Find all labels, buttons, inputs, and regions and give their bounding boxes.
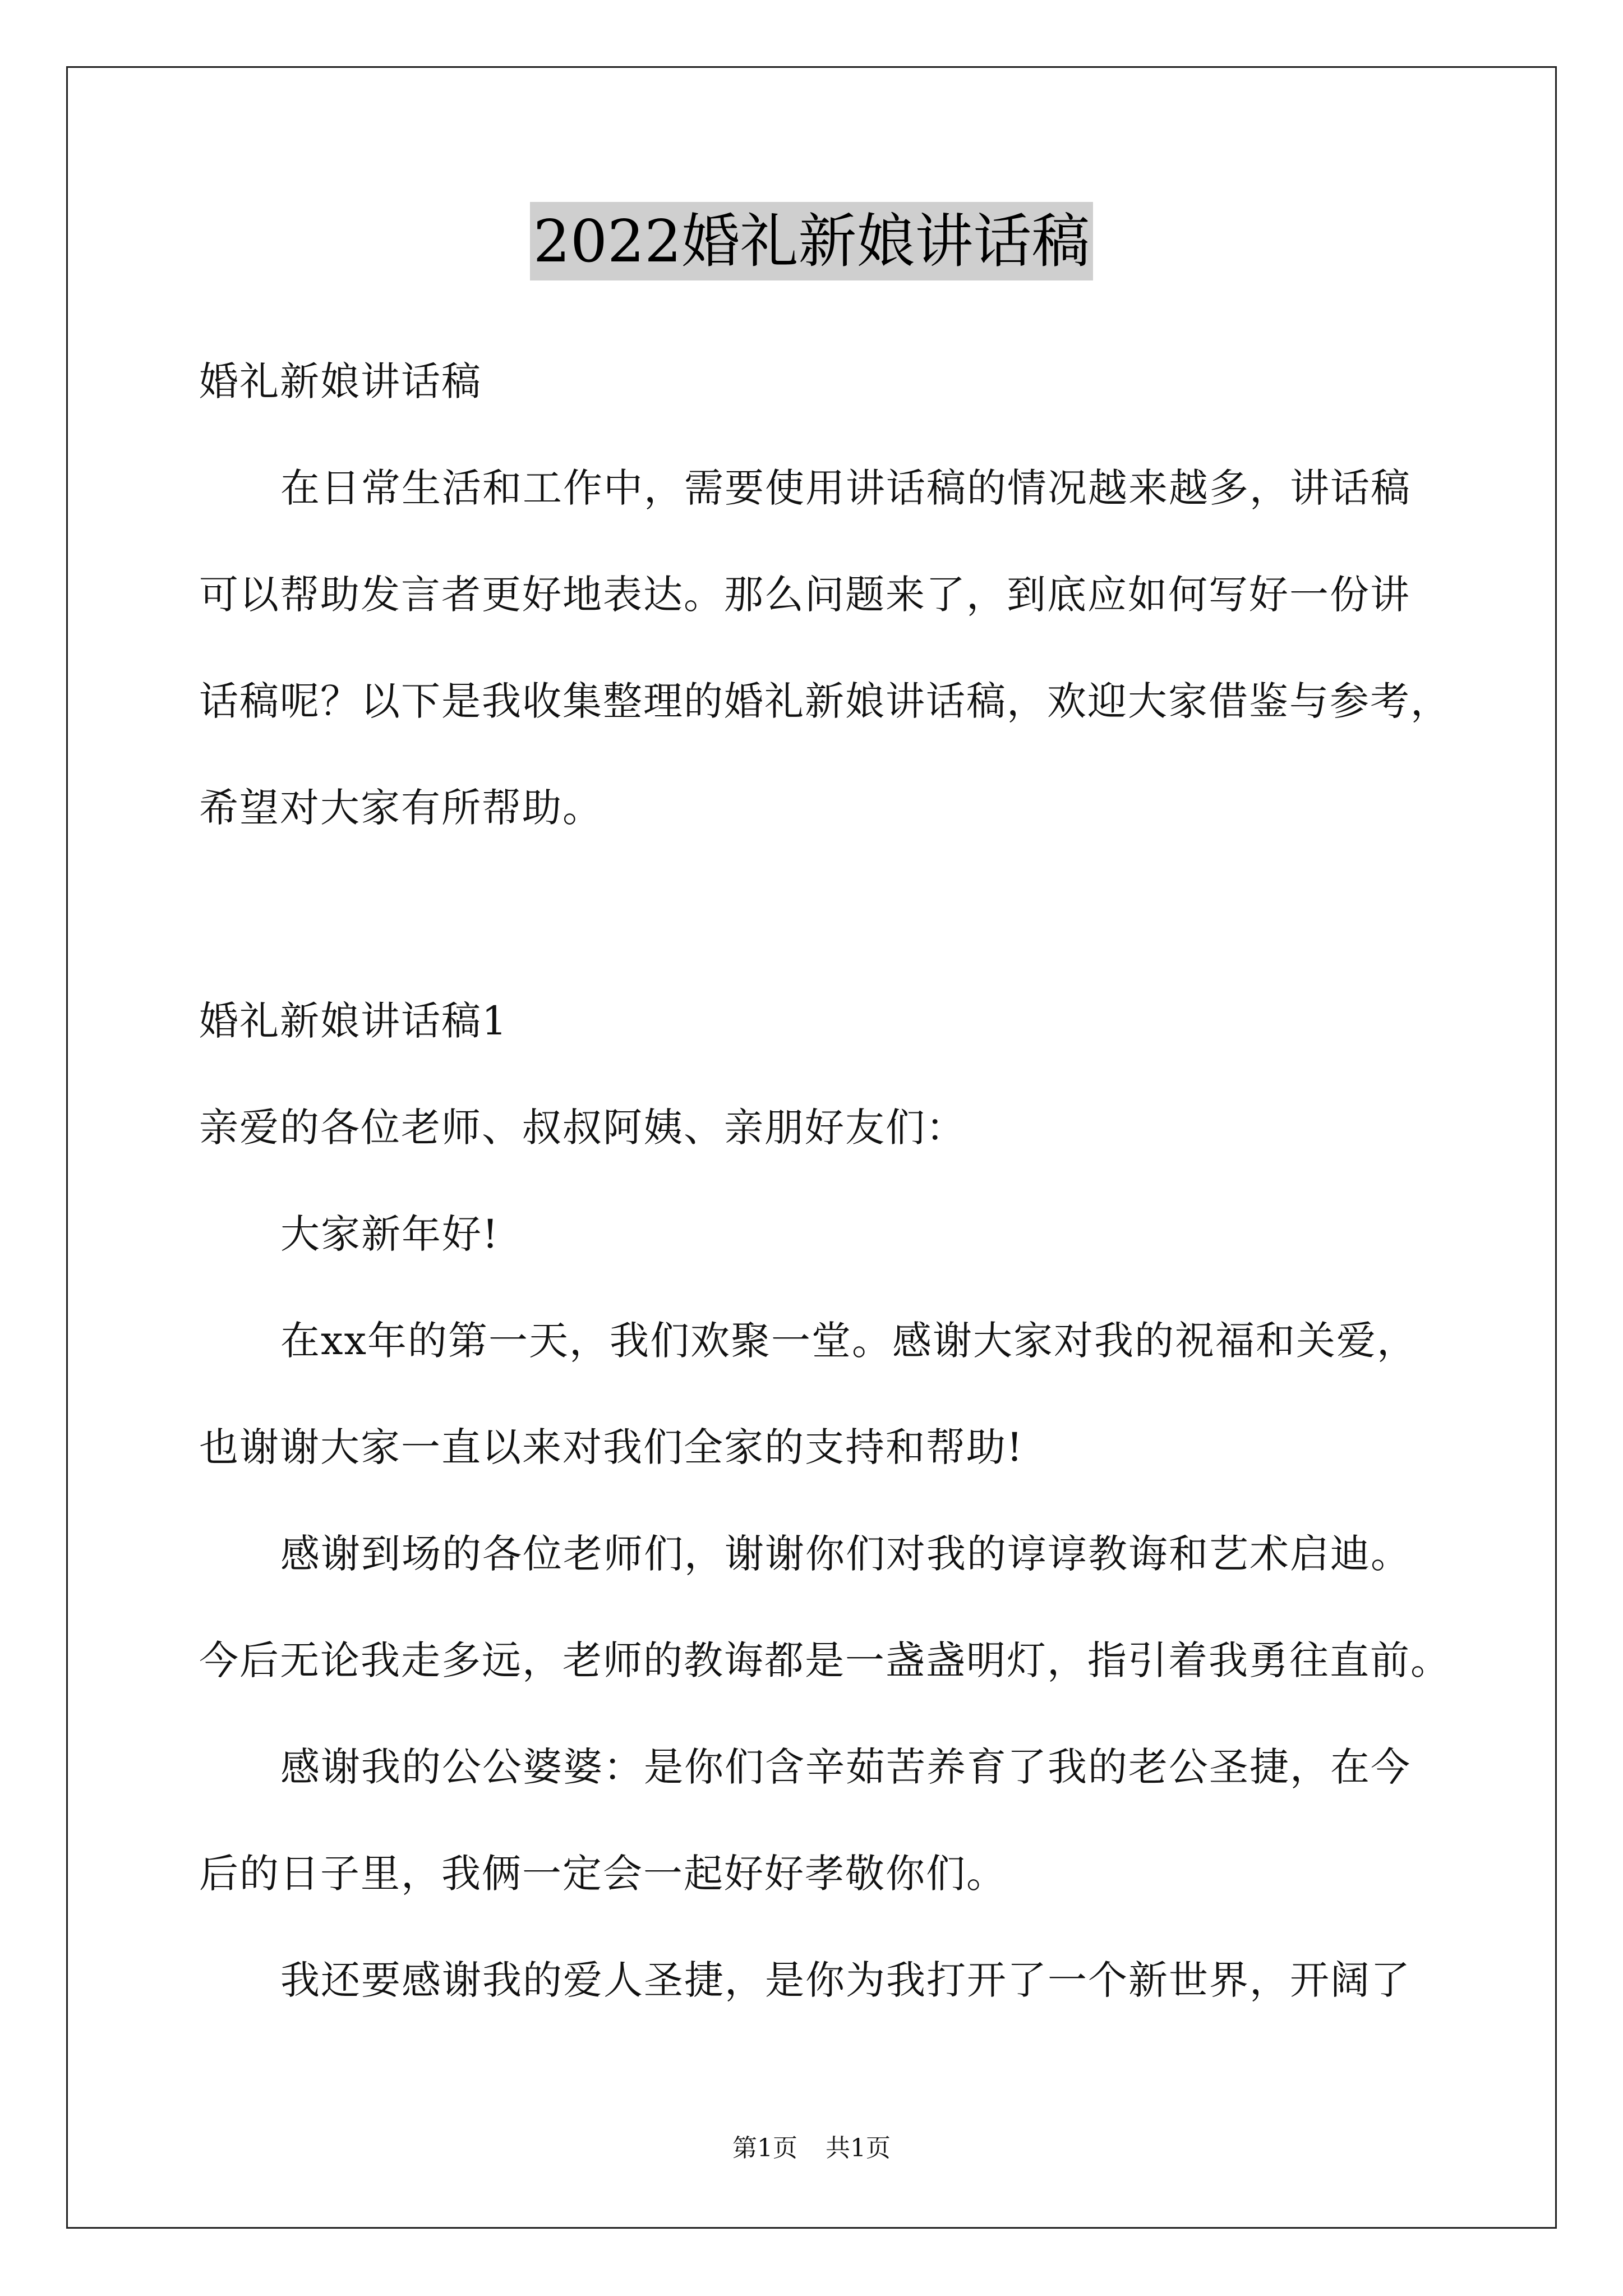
paragraph-line: 我还要感谢我的爱人圣捷，是你为我打开了一个新世界，开阔了	[280, 1957, 1411, 2003]
section-heading: 婚礼新娘讲话稿	[199, 358, 482, 404]
paragraph-line: 也谢谢大家一直以来对我们全家的支持和帮助!	[199, 1424, 1024, 1470]
salutation-line: 亲爱的各位老师、叔叔阿姨、亲朋好友们：	[199, 1105, 966, 1151]
page-number: 第1页	[732, 2134, 797, 2162]
page-footer	[0, 2132, 1623, 2165]
paragraph-line: 在xx年的第一天，我们欢聚一堂。感谢大家对我的祝福和关爱，	[280, 1318, 1417, 1364]
section-heading: 婚礼新娘讲话稿1	[199, 998, 508, 1044]
paragraph-line: 感谢我的公公婆婆：是你们含辛茹苦养育了我的老公圣捷，在今	[280, 1744, 1411, 1790]
paragraph-line: 今后无论我走多远，老师的教诲都是一盏盏明灯，指引着我勇往直前。	[199, 1637, 1451, 1683]
paragraph-line: 感谢到场的各位老师们，谢谢你们对我的谆谆教诲和艺术启迪。	[280, 1531, 1411, 1577]
paragraph-line: 后的日子里，我俩一定会一起好好孝敬你们。	[199, 1851, 1007, 1897]
page-total: 共1页	[826, 2134, 891, 2162]
paragraph-line: 希望对大家有所帮助。	[199, 785, 603, 831]
paragraph-line: 大家新年好!	[280, 1211, 500, 1257]
document-title: 2022婚礼新娘讲话稿	[530, 202, 1094, 280]
paragraph-line: 在日常生活和工作中，需要使用讲话稿的情况越来越多，讲话稿	[280, 465, 1411, 511]
paragraph-line: 话稿呢？以下是我收集整理的婚礼新娘讲话稿，欢迎大家借鉴与参考，	[199, 678, 1451, 724]
paragraph-line: 可以帮助发言者更好地表达。那么问题来了，到底应如何写好一份讲	[199, 572, 1410, 618]
title-container	[0, 202, 1623, 280]
